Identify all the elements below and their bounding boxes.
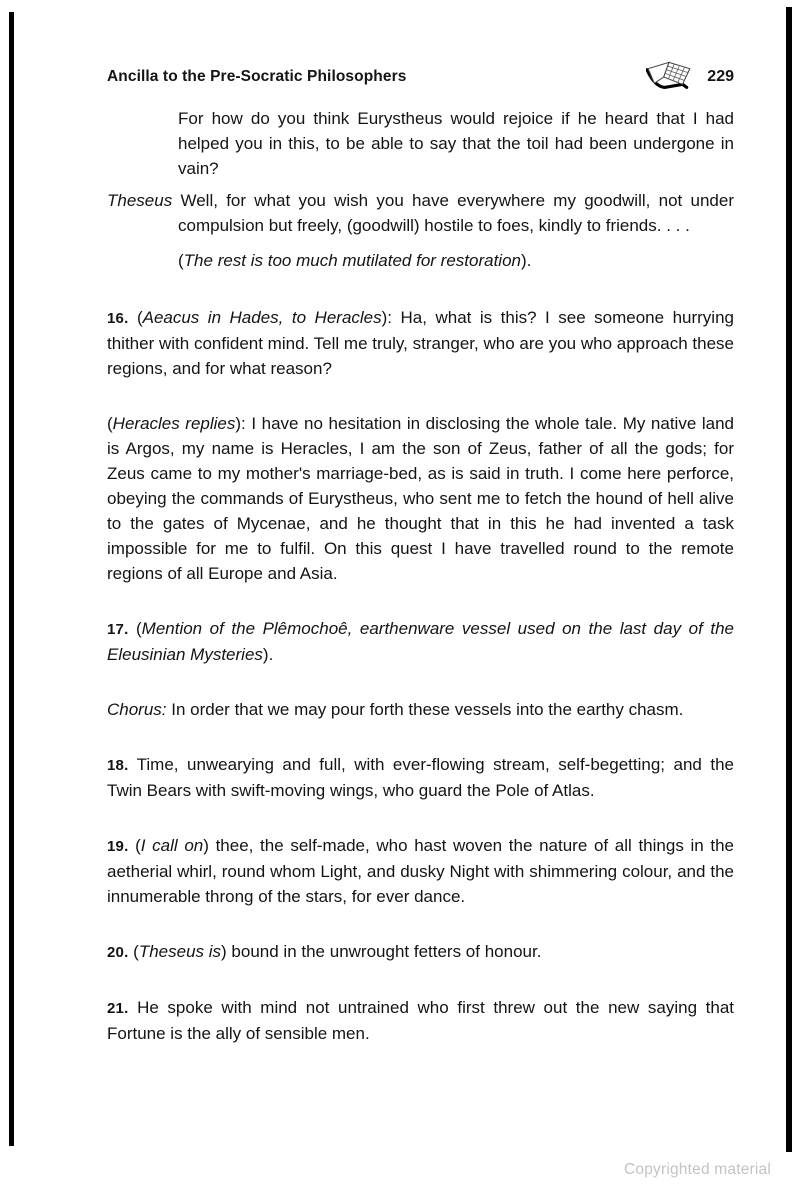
text-run: Well, for what you wish you have everywhere my goodwill, not under compulsion but freely, (goodwill) hostile to foes, kindly to friends. . . .: [178, 191, 734, 235]
text-run: Heracles replies: [112, 414, 236, 433]
fragment-number: 18.: [107, 757, 129, 774]
chorus-paragraph: [107, 697, 734, 722]
page-header-right: [646, 59, 734, 95]
text-run: (: [128, 836, 141, 855]
fragment-19-paragraph: [107, 833, 734, 909]
open-book-icon: [646, 59, 694, 95]
fragment-number: 16.: [107, 310, 129, 327]
text-run: ).: [262, 645, 274, 664]
fragment-number: 21.: [107, 1000, 129, 1017]
fragment-number: 19.: [107, 838, 129, 855]
text-run: (: [128, 942, 139, 961]
fragment-18-paragraph: [107, 752, 734, 803]
page-number: 229: [707, 68, 734, 85]
text-run: (: [128, 308, 143, 327]
running-head-title: Ancilla to the Pre-Socratic Philosophers: [107, 68, 407, 85]
book-page: [107, 60, 734, 1046]
speaker-label: Theseus: [107, 191, 181, 210]
text-run: Theseus is: [138, 942, 222, 961]
text-run: ) thee, the self-made, who hast woven the nature of all things in the aetherial whirl, round whom Light, and dusky Night with shimmering colour, and the innumerable throng of the stars, for ever dance.: [107, 836, 735, 906]
fragment-21-paragraph: [107, 995, 734, 1046]
theseus-speech-paragraph: [107, 188, 734, 238]
text-run: (: [178, 251, 184, 270]
heracles-reply-paragraph: [107, 411, 734, 586]
speech-continuation-paragraph: [178, 106, 734, 181]
fragment-number: 17.: [107, 621, 129, 638]
text-run: Mention of the Plêmochoê, earthenware vessel used on the last day of the Eleusinian Mysteries: [107, 619, 734, 664]
text-run: (: [128, 619, 142, 638]
fragment-16-paragraph: [107, 305, 734, 381]
text-run: For how do you think Eurystheus would rejoice if he heard that I had helped you in this, to be able to say that the toil had been undergone in vain?: [178, 109, 734, 178]
text-run: ): Ha, what is this? I see someone hurrying thither with confident mind. Tell me truly, stranger, who are you who approach these regions, and for what reason?: [107, 308, 734, 378]
text-run: I call on: [140, 836, 204, 855]
scan-border-left: [9, 12, 14, 1146]
page-header: [107, 60, 734, 94]
fragment-number: 20.: [107, 944, 129, 961]
text-run: ).: [520, 251, 532, 270]
stage-note-paragraph: [178, 248, 734, 273]
text-run: The rest is too much mutilated for restoration: [183, 251, 521, 270]
text-run: He spoke with mind not untrained who first threw out the new saying that Fortune is the ally of sensible men.: [107, 998, 734, 1043]
text-run: ) bound in the unwrought fetters of honour.: [221, 942, 542, 961]
copyright-notice: Copyrighted material: [623, 1161, 771, 1178]
fragment-17-paragraph: [107, 616, 734, 667]
page-body-text: [107, 106, 734, 1046]
scan-border-right: [786, 7, 792, 1152]
text-run: Chorus:: [107, 700, 167, 719]
text-run: (: [107, 414, 113, 433]
text-run: Aeacus in Hades, to Heracles: [142, 308, 382, 327]
text-run: In order that we may pour forth these vessels into the earthy chasm.: [166, 700, 684, 719]
text-run: ): I have no hesitation in disclosing the whole tale. My native land is Argos, my name is Heracles, I am the son of Zeus, father of all the gods; for Zeus came to my mother's marriage-bed, as is said in truth. I come here perforce, obeying the commands of Eurystheus, who sent me to fetch the hound of hell alive to the gates of Mycenae, and he thought that in this he had invented a task impossible for me to fulfil. On this quest I have travelled round to the remote regions of all Europe and Asia.: [107, 414, 734, 583]
text-run: Time, unwearying and full, with ever-flowing stream, self-begetting; and the Twin Bears with swift-moving wings, who guard the Pole of Atlas.: [107, 755, 734, 800]
fragment-20-paragraph: [107, 939, 734, 965]
